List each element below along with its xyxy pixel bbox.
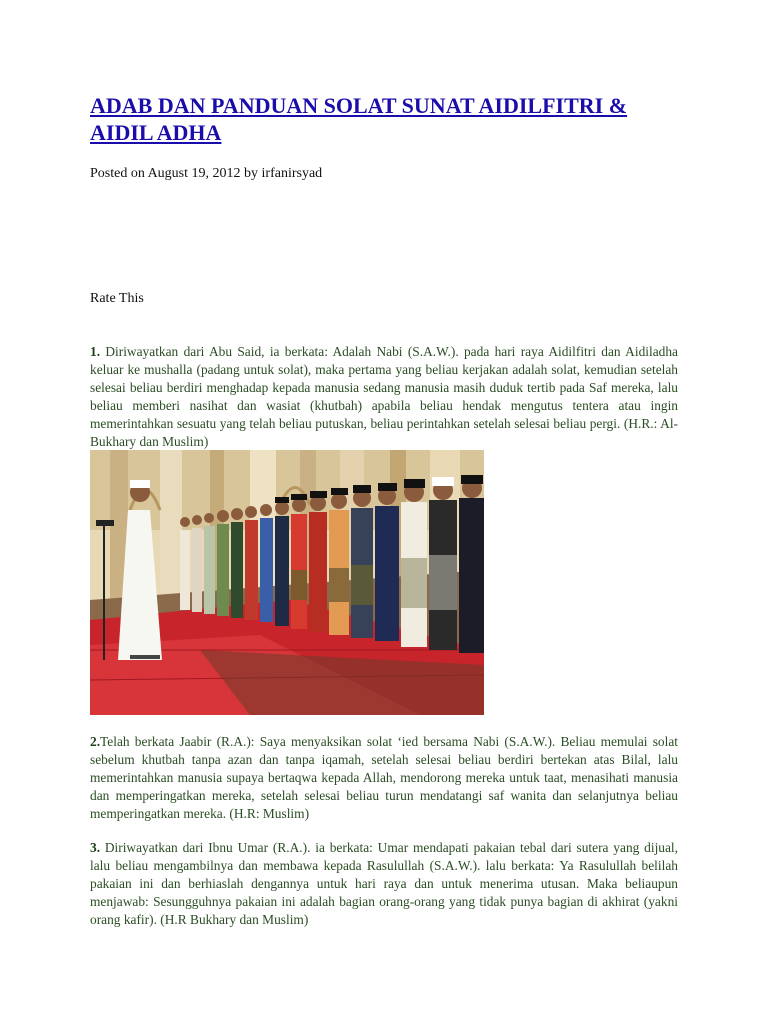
hadith-paragraph-1: [90, 343, 678, 451]
paragraph-number: 1.: [90, 344, 101, 359]
paragraph-text: Telah berkata Jaabir (R.A.): Saya menyaksikan solat ‘ied bersama Nabi (S.A.W.). Beliau memulai solat sebelum khutbah tanpa azan dan tanpa iqamah, setelah selesai beliau berdiri bertekan atas Bilal, lalu memerintahkan manusia supaya bertaqwa kepada Allah, mendorong mereka untuk taat, menasihati manusia dan memperingatkan mereka, setelah selesai beliau turun mendatangi saf wanita dan selanjutnya beliau memperingatkan mereka. (H.R: Muslim): [90, 734, 678, 821]
paragraph-text: Diriwayatkan dari Ibnu Umar (R.A.). ia berkata: Umar mendapati pakaian tebal dari sutera yang dijual, lalu beliau mengambilnya dan membawa kepada Rasulullah (S.A.W.). lalu berkata: Ya Rasulullah belilah pakaian ini dan berhiaslah dengannya untuk hari raya dan untuk menerima utusan. Maka beliaupun menjawab: Sesungguhnya pakaian ini adalah bagian orang-orang yang tidak punya bagian di akhirat (yakni orang kafir). (H.R Bukhary dan Muslim): [90, 840, 678, 927]
paragraph-number: 2.: [90, 734, 101, 749]
rate-this-label[interactable]: Rate This: [90, 291, 144, 306]
hadith-paragraph-3: [90, 839, 678, 929]
paragraph-text: Diriwayatkan dari Abu Said, ia berkata: Adalah Nabi (S.A.W.). pada hari raya Aidilfitri dan Aidiladha keluar ke mushalla (padang untuk solat), maka pertama yang beliau kerjakan adalah solat, kemudian setelah selesai beliau berdiri menghadap kepada manusia sedang manusia masih duduk tertib pada Saf mereka, lalu beliau memberi nasihat dan wasiat (khutbah) apabila beliau hendak mengutus tentera atau ingin memerintahkan sesuatu yang telah beliau putuskan, beliau perintahkan setelah selesai beliau pergi. (H.R.: Al-Bukhary dan Muslim): [90, 344, 678, 449]
hadith-paragraph-2: [90, 733, 678, 823]
prayer-congregation-photo: [90, 450, 484, 715]
post-title-link[interactable]: ADAB DAN PANDUAN SOLAT SUNAT AIDILFITRI & AIDIL ADHA: [90, 93, 628, 145]
post-meta: Posted on August 19, 2012 by irfanirsyad: [90, 166, 323, 181]
paragraph-number: 3.: [90, 840, 101, 855]
